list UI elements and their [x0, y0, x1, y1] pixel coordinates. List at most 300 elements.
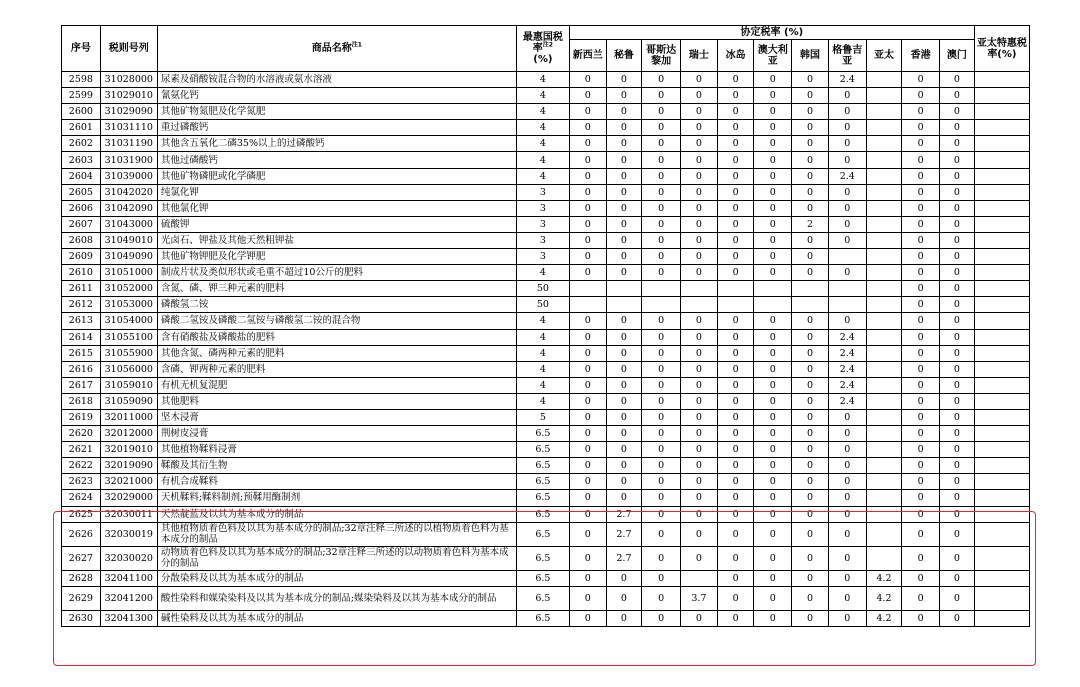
seq-cell: 2616 [62, 361, 101, 377]
agreement-rate-cell: 0 [940, 200, 975, 216]
header-code: 税则号列 [100, 26, 157, 72]
header-country: 哥斯达黎加 [642, 40, 681, 72]
agreement-rate-cell: 0 [940, 136, 975, 152]
mfn-rate-cell: 3 [516, 200, 569, 216]
agreement-rate-cell: 0 [642, 200, 681, 216]
agreement-rate-cell: 0 [902, 458, 940, 474]
name-cell: 其他肥料 [157, 393, 516, 409]
agreement-rate-cell: 0 [940, 409, 975, 425]
agreement-rate-cell: 0 [681, 546, 718, 570]
agreement-rate-cell: 0 [828, 546, 866, 570]
name-cell: 其他含氮、磷两种元素的肥料 [157, 345, 516, 361]
agreement-rate-cell: 0 [828, 184, 866, 200]
agreement-rate-cell [642, 281, 681, 297]
agreement-rate-cell: 0 [940, 232, 975, 248]
seq-cell: 2623 [62, 474, 101, 490]
table-row [62, 329, 1030, 345]
agreement-rate-cell: 0 [902, 442, 940, 458]
seq-cell: 2603 [62, 152, 101, 168]
agreement-rate-cell: 0 [940, 152, 975, 168]
code-cell: 32030019 [100, 522, 157, 546]
agreement-rate-cell: 2.4 [828, 329, 866, 345]
seq-cell: 2621 [62, 442, 101, 458]
agreement-rate-cell: 0 [828, 490, 866, 506]
table-row [62, 522, 1030, 546]
agreement-rate-cell: 0 [792, 458, 829, 474]
agreement-rate-cell: 0 [754, 610, 792, 626]
code-cell: 32011000 [100, 409, 157, 425]
seq-cell: 2610 [62, 265, 101, 281]
table-row [62, 184, 1030, 200]
code-cell: 32041300 [100, 610, 157, 626]
agreement-rate-cell: 0 [606, 409, 642, 425]
agreement-rate-cell: 0 [902, 506, 940, 522]
agreement-rate-cell: 0 [569, 409, 606, 425]
agreement-rate-cell: 0 [792, 184, 829, 200]
agreement-rate-cell: 0 [717, 522, 754, 546]
agreement-rate-cell: 0 [642, 104, 681, 120]
agreement-rate-cell: 2.4 [828, 345, 866, 361]
agreement-rate-cell: 0 [902, 474, 940, 490]
seq-cell: 2609 [62, 249, 101, 265]
code-cell: 31049010 [100, 232, 157, 248]
header-country: 冰岛 [717, 40, 754, 72]
mfn-rate-cell: 4 [516, 345, 569, 361]
agreement-rate-cell: 0 [940, 610, 975, 626]
mfn-rate-cell: 4 [516, 329, 569, 345]
agreement-rate-cell: 0 [828, 120, 866, 136]
agreement-rate-cell: 0 [902, 345, 940, 361]
agreement-rate-cell [681, 281, 718, 297]
code-cell: 31059090 [100, 393, 157, 409]
agreement-rate-cell [866, 168, 902, 184]
agreement-rate-cell: 0 [754, 104, 792, 120]
table-row [62, 490, 1030, 506]
agreement-rate-cell: 0 [717, 426, 754, 442]
apta-special-cell [974, 281, 1029, 297]
agreement-rate-cell: 0 [606, 88, 642, 104]
agreement-rate-cell: 0 [569, 546, 606, 570]
apta-special-cell [974, 152, 1029, 168]
agreement-rate-cell: 0 [642, 506, 681, 522]
table-header [62, 26, 1030, 72]
agreement-rate-cell: 4.2 [866, 570, 902, 586]
agreement-rate-cell: 0 [681, 426, 718, 442]
agreement-rate-cell: 0 [717, 329, 754, 345]
agreement-rate-cell: 0 [681, 104, 718, 120]
agreement-rate-cell: 0 [828, 458, 866, 474]
code-cell: 32012000 [100, 426, 157, 442]
table-row [62, 586, 1030, 610]
agreement-rate-cell: 0 [569, 586, 606, 610]
agreement-rate-cell: 0 [902, 152, 940, 168]
mfn-rate-cell: 4 [516, 361, 569, 377]
agreement-rate-cell: 0 [642, 72, 681, 88]
agreement-rate-cell [681, 570, 718, 586]
agreement-rate-cell: 0 [902, 313, 940, 329]
name-cell: 动物质着色料及以其为基本成分的制品;32章注释三所述的以动物质着色料为基本成分的制品 [157, 546, 516, 570]
code-cell: 32021000 [100, 474, 157, 490]
agreement-rate-cell [866, 361, 902, 377]
agreement-rate-cell: 0 [569, 313, 606, 329]
agreement-rate-cell: 0 [681, 152, 718, 168]
agreement-rate-cell: 0 [717, 104, 754, 120]
header-country: 澳门 [940, 40, 975, 72]
agreement-rate-cell: 0 [754, 409, 792, 425]
name-cell: 其他矿物氮肥及化学氮肥 [157, 104, 516, 120]
agreement-rate-cell: 0 [902, 546, 940, 570]
agreement-rate-cell [866, 120, 902, 136]
mfn-rate-cell: 6.5 [516, 474, 569, 490]
agreement-rate-cell: 0 [940, 313, 975, 329]
name-cell: 制成片状及类似形状或毛重不超过10公斤的肥料 [157, 265, 516, 281]
apta-special-cell [974, 546, 1029, 570]
name-cell: 磷酸二氢铵及磷酸二氢铵与磷酸氢二铵的混合物 [157, 313, 516, 329]
name-cell: 其他含五氧化二磷35%以上的过磷酸钙 [157, 136, 516, 152]
table-row [62, 361, 1030, 377]
agreement-rate-cell: 0 [606, 458, 642, 474]
agreement-rate-cell [866, 377, 902, 393]
agreement-rate-cell: 0 [606, 610, 642, 626]
agreement-rate-cell: 0 [717, 265, 754, 281]
agreement-rate-cell: 0 [828, 232, 866, 248]
header-name: 商品名称$^{注1}$ [157, 26, 516, 72]
apta-special-cell [974, 200, 1029, 216]
agreement-rate-cell [866, 136, 902, 152]
agreement-rate-cell: 0 [717, 474, 754, 490]
agreement-rate-cell [792, 281, 829, 297]
agreement-rate-cell: 2.4 [828, 377, 866, 393]
name-cell: 纯氯化钾 [157, 184, 516, 200]
agreement-rate-cell: 0 [717, 610, 754, 626]
code-cell: 31059010 [100, 377, 157, 393]
mfn-rate-cell: 4 [516, 88, 569, 104]
table-row [62, 216, 1030, 232]
agreement-rate-cell [866, 104, 902, 120]
agreement-rate-cell: 2.7 [606, 522, 642, 546]
apta-special-cell [974, 393, 1029, 409]
apta-special-cell [974, 490, 1029, 506]
agreement-rate-cell: 0 [940, 72, 975, 88]
agreement-rate-cell: 0 [606, 490, 642, 506]
apta-special-cell [974, 265, 1029, 281]
table-row [62, 442, 1030, 458]
agreement-rate-cell [866, 184, 902, 200]
agreement-rate-cell: 0 [569, 458, 606, 474]
seq-cell: 2626 [62, 522, 101, 546]
agreement-rate-cell: 0 [754, 329, 792, 345]
agreement-rate-cell: 0 [828, 506, 866, 522]
name-cell: 有机合成鞣料 [157, 474, 516, 490]
agreement-rate-cell: 0 [792, 522, 829, 546]
agreement-rate-cell: 0 [569, 570, 606, 586]
code-cell: 31031900 [100, 152, 157, 168]
agreement-rate-cell: 0 [569, 120, 606, 136]
code-cell: 31054000 [100, 313, 157, 329]
agreement-rate-cell: 0 [754, 393, 792, 409]
agreement-rate-cell [866, 152, 902, 168]
agreement-rate-cell: 0 [681, 136, 718, 152]
name-cell: 重过磷酸钙 [157, 120, 516, 136]
agreement-rate-cell: 0 [569, 88, 606, 104]
mfn-rate-cell: 4 [516, 168, 569, 184]
agreement-rate-cell: 0 [940, 546, 975, 570]
agreement-rate-cell: 0 [754, 184, 792, 200]
header-apta-special: 亚太特惠税率(%) [974, 26, 1029, 72]
table-row [62, 377, 1030, 393]
tariff-table-container [61, 25, 1030, 627]
agreement-rate-cell: 0 [642, 442, 681, 458]
seq-cell: 2627 [62, 546, 101, 570]
agreement-rate-cell: 0 [754, 313, 792, 329]
agreement-rate-cell: 0 [902, 232, 940, 248]
agreement-rate-cell: 0 [754, 426, 792, 442]
agreement-rate-cell: 0 [717, 393, 754, 409]
seq-cell: 2601 [62, 120, 101, 136]
apta-special-cell [974, 232, 1029, 248]
table-row [62, 136, 1030, 152]
mfn-rate-cell: 4 [516, 136, 569, 152]
agreement-rate-cell: 0 [681, 474, 718, 490]
code-cell: 31052000 [100, 281, 157, 297]
agreement-rate-cell: 0 [754, 136, 792, 152]
agreement-rate-cell: 0 [717, 232, 754, 248]
seq-cell: 2617 [62, 377, 101, 393]
agreement-rate-cell: 0 [717, 200, 754, 216]
agreement-rate-cell: 0 [642, 313, 681, 329]
agreement-rate-cell: 0 [717, 458, 754, 474]
agreement-rate-cell: 0 [606, 136, 642, 152]
code-cell: 31056000 [100, 361, 157, 377]
table-row [62, 313, 1030, 329]
mfn-rate-cell: 6.5 [516, 586, 569, 610]
agreement-rate-cell: 0 [754, 88, 792, 104]
apta-special-cell [974, 377, 1029, 393]
header-seq: 序号 [62, 26, 101, 72]
apta-special-cell [974, 313, 1029, 329]
agreement-rate-cell: 0 [940, 474, 975, 490]
agreement-rate-cell: 0 [940, 88, 975, 104]
agreement-rate-cell: 0 [792, 265, 829, 281]
agreement-rate-cell: 0 [642, 361, 681, 377]
agreement-rate-cell: 0 [606, 200, 642, 216]
apta-special-cell [974, 104, 1029, 120]
code-cell: 32019090 [100, 458, 157, 474]
agreement-rate-cell: 0 [569, 442, 606, 458]
apta-special-cell [974, 120, 1029, 136]
mfn-rate-cell: 3 [516, 232, 569, 248]
header-country: 格鲁吉亚 [828, 40, 866, 72]
agreement-rate-cell: 0 [792, 120, 829, 136]
agreement-rate-cell: 0 [642, 546, 681, 570]
agreement-rate-cell: 0 [717, 184, 754, 200]
agreement-rate-cell: 0 [792, 426, 829, 442]
table-row [62, 200, 1030, 216]
apta-special-cell [974, 361, 1029, 377]
seq-cell: 2618 [62, 393, 101, 409]
seq-cell: 2604 [62, 168, 101, 184]
agreement-rate-cell: 0 [828, 570, 866, 586]
code-cell: 32019010 [100, 442, 157, 458]
agreement-rate-cell: 4.2 [866, 586, 902, 610]
name-cell: 硫酸钾 [157, 216, 516, 232]
agreement-rate-cell: 0 [940, 265, 975, 281]
code-cell: 31029090 [100, 104, 157, 120]
agreement-rate-cell: 0 [940, 377, 975, 393]
seq-cell: 2607 [62, 216, 101, 232]
header-name-note: 注1 [351, 41, 362, 49]
apta-special-cell [974, 586, 1029, 610]
agreement-rate-cell: 2.4 [828, 168, 866, 184]
agreement-rate-cell: 0 [902, 168, 940, 184]
agreement-rate-cell [866, 281, 902, 297]
apta-special-cell [974, 570, 1029, 586]
agreement-rate-cell: 0 [642, 249, 681, 265]
agreement-rate-cell: 0 [940, 361, 975, 377]
agreement-rate-cell: 0 [642, 474, 681, 490]
agreement-rate-cell: 0 [569, 265, 606, 281]
agreement-rate-cell [866, 297, 902, 313]
agreement-rate-cell [866, 490, 902, 506]
agreement-rate-cell: 0 [754, 570, 792, 586]
mfn-rate-cell: 6.5 [516, 490, 569, 506]
agreement-rate-cell: 0 [828, 522, 866, 546]
mfn-rate-cell: 6.5 [516, 458, 569, 474]
table-row [62, 474, 1030, 490]
agreement-rate-cell: 0 [792, 88, 829, 104]
agreement-rate-cell: 0 [754, 458, 792, 474]
agreement-rate-cell [828, 297, 866, 313]
mfn-rate-cell: 50 [516, 297, 569, 313]
code-cell: 32029000 [100, 490, 157, 506]
mfn-rate-cell: 4 [516, 393, 569, 409]
seq-cell: 2599 [62, 88, 101, 104]
agreement-rate-cell: 0 [754, 377, 792, 393]
name-cell: 天然靛蓝及以其为基本成分的制品 [157, 506, 516, 522]
agreement-rate-cell [866, 345, 902, 361]
header-agreement: 协定税率 (%) [569, 26, 974, 40]
mfn-rate-cell: 3 [516, 249, 569, 265]
mfn-rate-cell: 3 [516, 184, 569, 200]
apta-special-cell [974, 442, 1029, 458]
name-cell: 其他植物质着色料及以其为基本成分的制品;32章注释三所述的以植物质着色料为基本成分的制品 [157, 522, 516, 546]
agreement-rate-cell: 0 [940, 297, 975, 313]
agreement-rate-cell: 2 [792, 216, 829, 232]
apta-special-cell [974, 168, 1029, 184]
agreement-rate-cell [866, 249, 902, 265]
mfn-rate-cell: 4 [516, 265, 569, 281]
code-cell: 31043000 [100, 216, 157, 232]
agreement-rate-cell: 0 [792, 104, 829, 120]
seq-cell: 2606 [62, 200, 101, 216]
agreement-rate-cell: 0 [569, 329, 606, 345]
agreement-rate-cell: 0 [681, 506, 718, 522]
agreement-rate-cell: 0 [681, 120, 718, 136]
agreement-rate-cell: 0 [606, 168, 642, 184]
mfn-rate-cell: 6.5 [516, 506, 569, 522]
seq-cell: 2630 [62, 610, 101, 626]
agreement-rate-cell: 2.4 [828, 361, 866, 377]
agreement-rate-cell: 0 [606, 345, 642, 361]
agreement-rate-cell: 0 [642, 345, 681, 361]
agreement-rate-cell: 0 [569, 393, 606, 409]
agreement-rate-cell [792, 297, 829, 313]
agreement-rate-cell: 0 [569, 168, 606, 184]
name-cell: 鞣酸及其衍生物 [157, 458, 516, 474]
agreement-rate-cell: 0 [606, 586, 642, 610]
agreement-rate-cell: 0 [681, 393, 718, 409]
name-cell: 含有硝酸盐及磷酸盐的肥料 [157, 329, 516, 345]
apta-special-cell [974, 249, 1029, 265]
agreement-rate-cell: 0 [606, 426, 642, 442]
agreement-rate-cell: 0 [681, 610, 718, 626]
table-row [62, 104, 1030, 120]
agreement-rate-cell: 0 [717, 570, 754, 586]
agreement-rate-cell: 0 [642, 610, 681, 626]
agreement-rate-cell [569, 281, 606, 297]
agreement-rate-cell: 0 [642, 136, 681, 152]
agreement-rate-cell: 4.2 [866, 610, 902, 626]
agreement-rate-cell [866, 232, 902, 248]
agreement-rate-cell [754, 297, 792, 313]
agreement-rate-cell: 0 [754, 120, 792, 136]
agreement-rate-cell: 0 [754, 265, 792, 281]
agreement-rate-cell: 0 [828, 313, 866, 329]
agreement-rate-cell: 0 [569, 184, 606, 200]
seq-cell: 2611 [62, 281, 101, 297]
name-cell: 氰氨化钙 [157, 88, 516, 104]
mfn-rate-cell: 6.5 [516, 426, 569, 442]
agreement-rate-cell: 0 [681, 522, 718, 546]
agreement-rate-cell [866, 200, 902, 216]
agreement-rate-cell: 0 [902, 522, 940, 546]
agreement-rate-cell [642, 297, 681, 313]
agreement-rate-cell: 0 [681, 490, 718, 506]
name-cell: 含氮、磷、钾三种元素的肥料 [157, 281, 516, 297]
agreement-rate-cell: 0 [940, 345, 975, 361]
mfn-rate-cell: 4 [516, 104, 569, 120]
agreement-rate-cell: 0 [902, 281, 940, 297]
agreement-rate-cell: 0 [754, 490, 792, 506]
agreement-rate-cell: 0 [940, 281, 975, 297]
agreement-rate-cell: 0 [828, 88, 866, 104]
mfn-rate-cell: 3 [516, 216, 569, 232]
agreement-rate-cell: 0 [569, 610, 606, 626]
agreement-rate-cell [866, 265, 902, 281]
table-row [62, 120, 1030, 136]
apta-special-cell [974, 136, 1029, 152]
agreement-rate-cell: 0 [642, 393, 681, 409]
agreement-rate-cell: 0 [754, 474, 792, 490]
agreement-rate-cell: 0 [940, 249, 975, 265]
table-row [62, 610, 1030, 626]
apta-special-cell [974, 610, 1029, 626]
agreement-rate-cell [866, 216, 902, 232]
name-cell: 磷酸氢二铵 [157, 297, 516, 313]
agreement-rate-cell: 0 [606, 152, 642, 168]
name-cell: 尿素及硝酸铵混合物的水溶液或氨水溶液 [157, 72, 516, 88]
agreement-rate-cell: 0 [681, 216, 718, 232]
mfn-rate-cell: 5 [516, 409, 569, 425]
agreement-rate-cell: 0 [940, 570, 975, 586]
agreement-rate-cell: 0 [606, 329, 642, 345]
agreement-rate-cell: 0 [606, 104, 642, 120]
seq-cell: 2624 [62, 490, 101, 506]
header-mfn-unit: (%) [533, 54, 553, 65]
header-country: 澳大利亚 [754, 40, 792, 72]
table-row [62, 281, 1030, 297]
agreement-rate-cell: 0 [754, 249, 792, 265]
